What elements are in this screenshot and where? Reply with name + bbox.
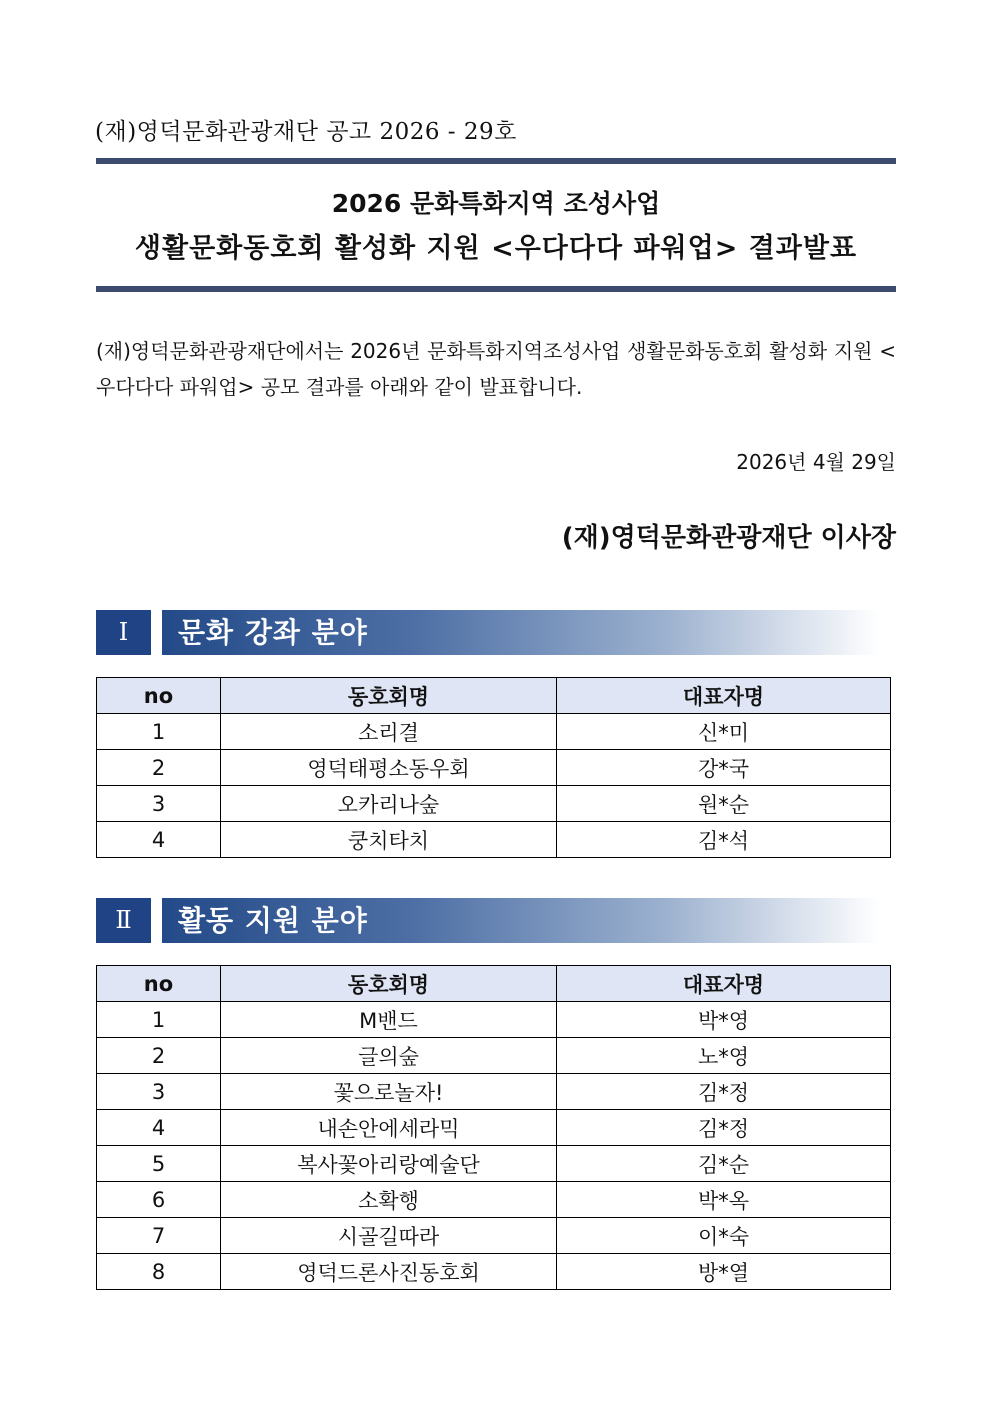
cell-representative: 신*미	[557, 714, 891, 750]
table-row	[97, 1110, 891, 1146]
cell-club: 영덕드론사진동호회	[221, 1254, 557, 1290]
table-row	[97, 1254, 891, 1290]
cell-no: 6	[97, 1182, 221, 1218]
culture-course-table	[96, 677, 891, 858]
table-row	[97, 1146, 891, 1182]
cell-club: M밴드	[221, 1002, 557, 1038]
title-line-2: 생활문화동호회 활성화 지원 <우다다다 파워업> 결과발표	[134, 233, 858, 264]
cell-club: 소확행	[221, 1182, 557, 1218]
bottom-rule	[96, 286, 896, 292]
cell-club: 꽃으로놀자!	[221, 1074, 557, 1110]
column-header-representative: 대표자명	[557, 678, 891, 714]
cell-club: 시골길따라	[221, 1218, 557, 1254]
cell-no: 8	[97, 1254, 221, 1290]
table-row	[97, 714, 891, 750]
cell-representative: 강*국	[557, 750, 891, 786]
cell-representative: 노*영	[557, 1038, 891, 1074]
cell-representative: 방*열	[557, 1254, 891, 1290]
cell-no: 3	[97, 1074, 221, 1110]
title-line-1: 2026 문화특화지역 조성사업	[331, 189, 661, 218]
cell-representative: 김*석	[557, 822, 891, 858]
column-header-no: no	[97, 966, 221, 1002]
table-row	[97, 1074, 891, 1110]
section-numeral: Ⅱ	[96, 898, 151, 943]
notice-number: (재)영덕문화관광재단 공고 2026 - 29호	[95, 119, 517, 145]
table-row	[97, 1002, 891, 1038]
cell-club: 글의숲	[221, 1038, 557, 1074]
cell-no: 3	[97, 786, 221, 822]
cell-no: 1	[97, 1002, 221, 1038]
table-row	[97, 786, 891, 822]
table-row	[97, 750, 891, 786]
section-numeral: Ⅰ	[96, 610, 151, 655]
cell-representative: 박*영	[557, 1002, 891, 1038]
cell-club: 오카리나숲	[221, 786, 557, 822]
table-row	[97, 822, 891, 858]
cell-no: 2	[97, 1038, 221, 1074]
cell-club: 영덕태평소동우회	[221, 750, 557, 786]
top-rule	[96, 158, 896, 164]
cell-representative: 원*순	[557, 786, 891, 822]
cell-no: 5	[97, 1146, 221, 1182]
cell-representative: 김*정	[557, 1110, 891, 1146]
section-header-2	[96, 898, 880, 943]
column-header-club: 동호회명	[221, 966, 557, 1002]
activity-support-table	[96, 965, 891, 1290]
table-row	[97, 1038, 891, 1074]
cell-no: 4	[97, 1110, 221, 1146]
cell-club: 쿵치타치	[221, 822, 557, 858]
table-row	[97, 1182, 891, 1218]
column-header-no: no	[97, 678, 221, 714]
column-header-representative: 대표자명	[557, 966, 891, 1002]
announcement-date: 2026년 4월 29일	[736, 450, 896, 474]
cell-representative: 이*숙	[557, 1218, 891, 1254]
table-header-row	[97, 678, 891, 714]
section-title: 문화 강좌 분야	[178, 616, 368, 649]
body-paragraph: (재)영덕문화관광재단에서는 2026년 문화특화지역조성사업 생활문화동호회 활성화 지원 <우다다다 파워업> 공모 결과를 아래와 같이 발표합니다.	[96, 339, 896, 399]
column-header-club: 동호회명	[221, 678, 557, 714]
section-header-1	[96, 610, 880, 655]
section-title: 활동 지원 분야	[178, 904, 368, 937]
table-header-row	[97, 966, 891, 1002]
cell-representative: 김*순	[557, 1146, 891, 1182]
cell-no: 1	[97, 714, 221, 750]
cell-no: 2	[97, 750, 221, 786]
cell-club: 소리결	[221, 714, 557, 750]
cell-no: 7	[97, 1218, 221, 1254]
table-row	[97, 1218, 891, 1254]
cell-representative: 김*정	[557, 1074, 891, 1110]
document-title	[96, 182, 896, 272]
cell-representative: 박*옥	[557, 1182, 891, 1218]
signer: (재)영덕문화관광재단 이사장	[561, 523, 896, 553]
cell-club: 복사꽃아리랑예술단	[221, 1146, 557, 1182]
cell-no: 4	[97, 822, 221, 858]
cell-club: 내손안에세라믹	[221, 1110, 557, 1146]
